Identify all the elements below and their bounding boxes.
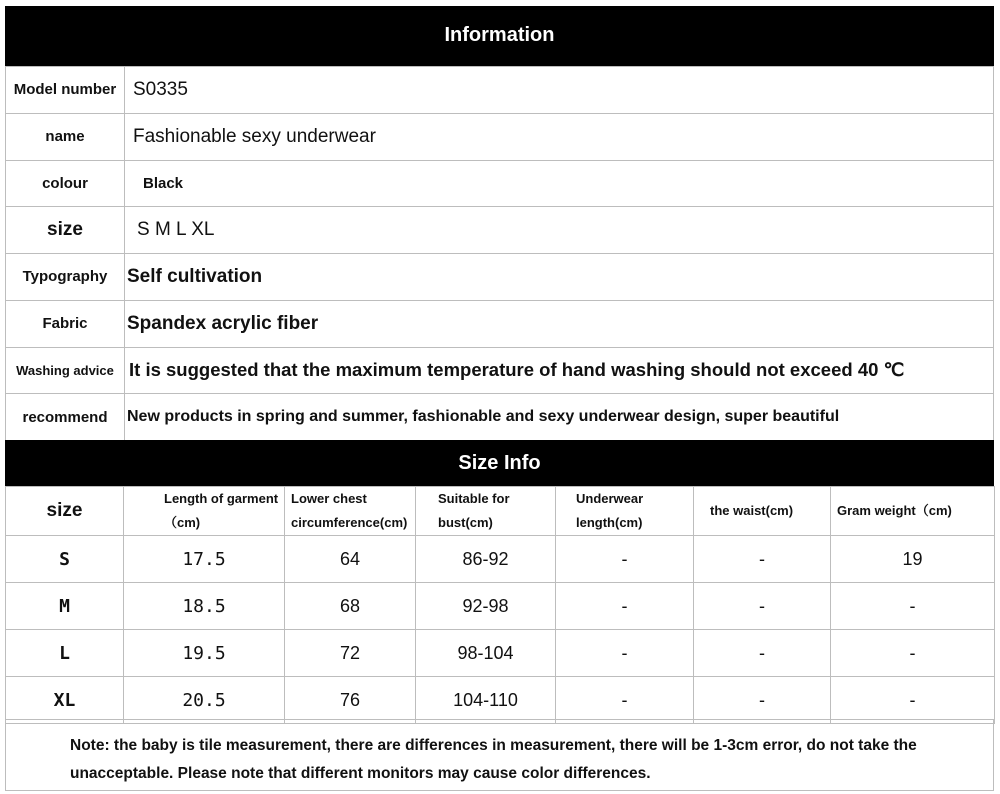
info-row-size xyxy=(6,207,994,254)
info-row-washing-advice xyxy=(6,347,994,394)
info-row-colour xyxy=(6,160,994,207)
size-table-header xyxy=(6,487,995,536)
info-value: Spandex acrylic fiber xyxy=(125,300,994,347)
lower-chest-cell: 72 xyxy=(285,630,416,677)
underwear-length-cell: - xyxy=(556,536,694,583)
underwear-length-cell: - xyxy=(556,630,694,677)
info-value: S0335 xyxy=(125,67,994,114)
bust-cell: 98-104 xyxy=(416,630,556,677)
info-label: Model number xyxy=(6,67,125,114)
info-value: Self cultivation xyxy=(125,254,994,301)
waist-cell: - xyxy=(694,677,831,724)
information-table xyxy=(5,66,994,441)
information-banner: Information xyxy=(5,6,994,66)
bust-cell: 92-98 xyxy=(416,583,556,630)
info-value: Fashionable sexy underwear xyxy=(125,113,994,160)
info-value: Black xyxy=(125,160,994,207)
note-text: Note: the baby is tile measurement, there are differences in measurement, there will be 1-3cm error, do not take the unacceptable. Please note that different monitors may cause color differences. xyxy=(70,737,917,782)
measurement-note xyxy=(5,719,994,791)
gram-weight-cell: - xyxy=(831,630,995,677)
info-row-typography xyxy=(6,254,994,301)
lower-chest-cell: 76 xyxy=(285,677,416,724)
length-cell: 19.5 xyxy=(124,630,285,677)
length-cell: 18.5 xyxy=(124,583,285,630)
table-row xyxy=(6,583,995,630)
length-cell: 17.5 xyxy=(124,536,285,583)
info-value: S M L XL xyxy=(125,207,994,254)
column-header-length: Length of garment（cm) xyxy=(124,487,285,536)
size-cell: XL xyxy=(6,677,124,724)
info-label: Washing advice xyxy=(6,347,125,394)
info-label: recommend xyxy=(6,394,125,441)
gram-weight-cell: - xyxy=(831,677,995,724)
size-cell: M xyxy=(6,583,124,630)
info-label: Typography xyxy=(6,254,125,301)
size-cell: S xyxy=(6,536,124,583)
column-header-underwear-length: Underwear length(cm) xyxy=(556,487,694,536)
waist-cell: - xyxy=(694,536,831,583)
underwear-length-cell: - xyxy=(556,583,694,630)
length-cell: 20.5 xyxy=(124,677,285,724)
column-header-bust: Suitable for bust(cm) xyxy=(416,487,556,536)
underwear-length-cell: - xyxy=(556,677,694,724)
gram-weight-cell: 19 xyxy=(831,536,995,583)
info-label: name xyxy=(6,113,125,160)
info-row-fabric xyxy=(6,300,994,347)
size-table xyxy=(5,486,995,724)
info-value: It is suggested that the maximum temperature of hand washing should not exceed 40 ℃ xyxy=(125,347,994,394)
product-spec-sheet xyxy=(5,6,994,791)
bust-cell: 86-92 xyxy=(416,536,556,583)
waist-cell: - xyxy=(694,630,831,677)
column-header-gram-weight: Gram weight（cm) xyxy=(831,487,995,536)
table-row xyxy=(6,677,995,724)
waist-cell: - xyxy=(694,583,831,630)
info-label: colour xyxy=(6,160,125,207)
column-header-waist: the waist(cm) xyxy=(694,487,831,536)
info-row-name xyxy=(6,113,994,160)
gram-weight-cell: - xyxy=(831,583,995,630)
lower-chest-cell: 64 xyxy=(285,536,416,583)
info-row-model-number xyxy=(6,67,994,114)
info-label: size xyxy=(6,207,125,254)
info-value: New products in spring and summer, fashionable and sexy underwear design, super beautiful xyxy=(125,394,994,441)
bust-cell: 104-110 xyxy=(416,677,556,724)
table-row xyxy=(6,630,995,677)
size-cell: L xyxy=(6,630,124,677)
info-label: Fabric xyxy=(6,300,125,347)
table-row xyxy=(6,536,995,583)
lower-chest-cell: 68 xyxy=(285,583,416,630)
size-info-banner: Size Info xyxy=(5,440,994,486)
column-header-size: size xyxy=(6,487,124,536)
info-row-recommend xyxy=(6,394,994,441)
column-header-lower-chest: Lower chest circumference(cm) xyxy=(285,487,416,536)
